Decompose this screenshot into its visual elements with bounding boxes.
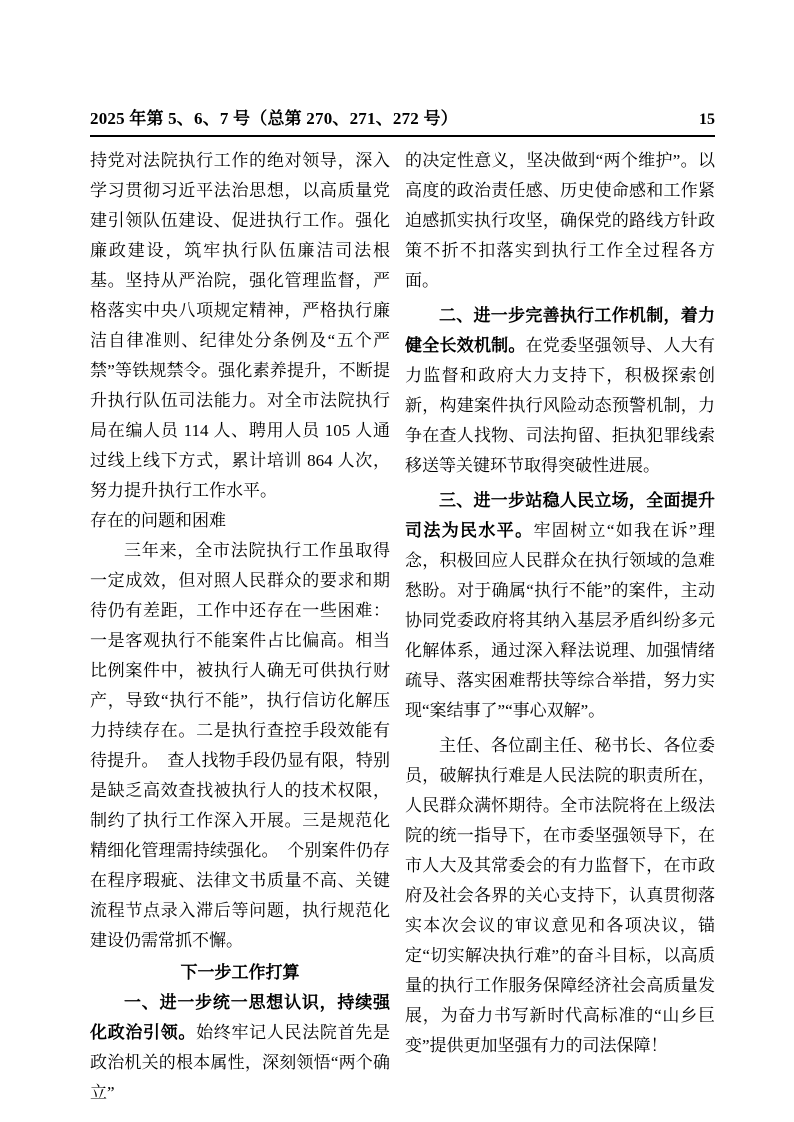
left-column (90, 146, 390, 1108)
paragraph-step-two-rest: 在党委坚强领导、人大有力监督和政府大力支持下，积极探索创新，构建案件执行风险动态预警机制，力争在查人找物、司法拘留、拒执犯罪线索移送等关键环节取得突破性进展。 (405, 336, 716, 475)
paragraph-step-one-rest: 始终牢记人民法院首先是政治机关的根本属性，深刻领悟“两个确立” (90, 1023, 390, 1102)
paragraph-party-leadership: 持党对法院执行工作的绝对领导，深入学习贯彻习近平法治思想，以高质量党建引领队伍建设、促进执行工作。强化廉政建设，筑牢执行队伍廉洁司法根基。坚持从严治院，强化管理监督，严格落实中央八项规定精神，严格执行廉洁自律准则、纪律处分条例及“五个严禁”等铁规禁令。强化素养提升，不断提升执行队伍司法能力。对全市法院执行局在编人员 114 人、聘用人员 105 人通过线上线下方式，累计培训 864 人次，努力提升执行工作水平。 (90, 151, 390, 500)
paragraph-step-one-continued: 的决定性意义，坚决做到“两个维护”。以高度的政治责任感、历史使命感和工作紧迫感抓实执行攻坚，确保党的路线方针政策不折不扣落实到执行工作全过程各方面。 (405, 151, 715, 290)
section-heading-next-steps: 下一步工作打算 (180, 963, 300, 982)
page-content (90, 108, 715, 1108)
page-number: 15 (699, 111, 715, 128)
paragraph-step-one-lead: 一、进一步统一思想认识，持续强化政治引领。 (90, 993, 390, 1042)
paragraph-step-one (90, 988, 390, 1108)
paragraph-step-two (405, 301, 715, 481)
subheading-problems-and-difficulties: 存在的问题和困难 (90, 511, 226, 530)
paragraph-problems-detail: 三年来，全市法院执行工作虽取得一定成效，但对照人民群众的要求和期待仍有差距，工作中还存在一些困难：一是客观执行不能案件占比偏高。相当比例案件中，被执行人确无可供执行财产，导致“执行不能”，执行信访化解压力持续存在。二是执行查控手段效能有待提升。 查人找物手段仍显有限，特别是缺乏高效查找被执行人的技术权限，制约了执行工作深入开展。三是规范化精细化管理需持续强化。 个别案件仍存在程序瑕疵、法律文书质量不高、关键流程节点录入滞后等问题，执行规范化建设仍需常抓不懈。 (90, 541, 390, 950)
paragraph-step-two-lead: 二、进一步完善执行工作机制，着力健全长效机制。 (405, 306, 715, 355)
article-body (90, 146, 715, 1108)
paragraph-step-three-lead: 三、进一步站稳人民立场，全面提升司法为民水平。 (405, 491, 715, 540)
right-column (405, 146, 715, 1108)
issue-number: 2025 年第 5、6、7 号（总第 270、271、272 号） (90, 109, 458, 128)
paragraph-step-three-rest: 牢固树立“如我在诉”理念，积极回应人民群众在执行领域的急难愁盼。对于确属“执行不能”的案件，主动协同党委政府将其纳入基层矛盾纠纷多元化解体系，通过深入释法说理、加强情绪疏导、落实困难帮扶等综合举措，努力实现“案结事了”“事心双解”。 (405, 521, 716, 720)
page-header (90, 108, 715, 137)
paragraph-step-three (405, 486, 715, 726)
paragraph-closing-address: 主任、各位副主任、秘书长、各位委员，破解执行难是人民法院的职责所在，人民群众满怀期待。全市法院将在上级法院的统一指导下，在市委坚强领导下，在市人大及其常委会的有力监督下，在市政府及社会各界的关心支持下，认真贯彻落实本次会议的审议意见和各项决议，锚定“切实解决执行难”的奋斗目标，以高质量的执行工作服务保障经济社会高质量发展，为奋力书写新时代高标准的“山乡巨变”提供更加坚强有力的司法保障！ (405, 736, 715, 1055)
